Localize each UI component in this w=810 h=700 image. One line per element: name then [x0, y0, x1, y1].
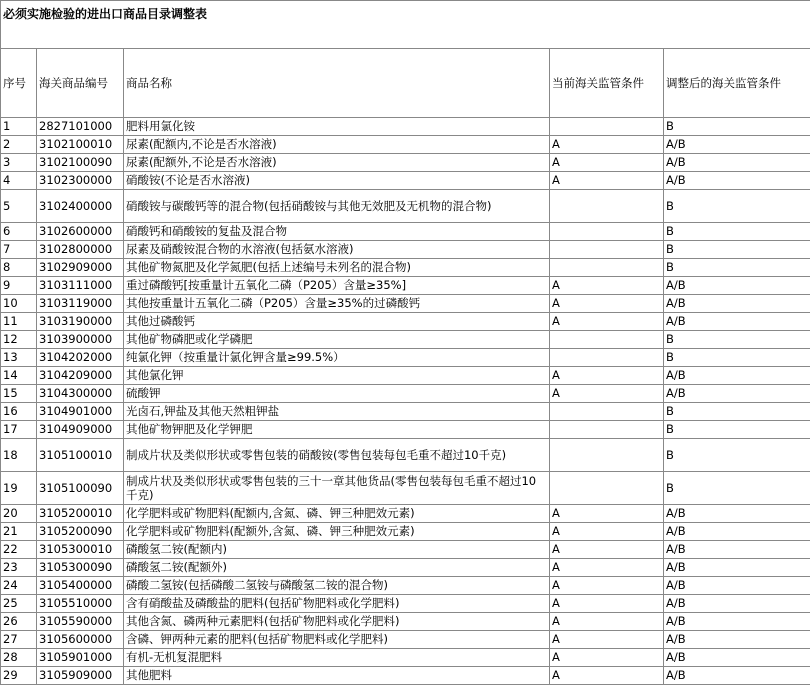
cell-seq: 16 [1, 403, 37, 421]
table-title: 必须实施检验的进出口商品目录调整表 [1, 1, 810, 49]
cell-seq: 14 [1, 367, 37, 385]
cell-seq: 26 [1, 613, 37, 631]
cell-name: 光卤石,钾盐及其他天然粗钾盐 [124, 403, 550, 421]
cell-code: 3105901000 [37, 649, 124, 667]
cell-adjusted: A/B [664, 313, 810, 331]
cell-code: 2827101000 [37, 118, 124, 136]
cell-current: A [550, 505, 664, 523]
cell-name: 硝酸铵(不论是否水溶液) [124, 172, 550, 190]
cell-seq: 8 [1, 259, 37, 277]
cell-adjusted: A/B [664, 649, 810, 667]
cell-adjusted: A/B [664, 154, 810, 172]
cell-current [550, 349, 664, 367]
cell-current [550, 331, 664, 349]
cell-adjusted: A/B [664, 172, 810, 190]
cell-name: 其他按重量计五氧化二磷（P205）含量≥35%的过磷酸钙 [124, 295, 550, 313]
cell-code: 3102100010 [37, 136, 124, 154]
cell-adjusted: A/B [664, 613, 810, 631]
cell-code: 3105400000 [37, 577, 124, 595]
cell-seq: 23 [1, 559, 37, 577]
cell-seq: 9 [1, 277, 37, 295]
cell-code: 3105200010 [37, 505, 124, 523]
table-row [1, 439, 810, 472]
table-row [1, 154, 810, 172]
cell-code: 3105300010 [37, 541, 124, 559]
header-adjusted: 调整后的海关监管条件 [664, 49, 810, 118]
table-row [1, 472, 810, 505]
cell-seq: 7 [1, 241, 37, 259]
cell-seq: 19 [1, 472, 37, 505]
table-row [1, 277, 810, 295]
cell-name: 制成片状及类似形状或零售包装的三十一章其他货品(零售包装每包毛重不超过10千克) [124, 472, 550, 505]
cell-adjusted: B [664, 223, 810, 241]
cell-code: 3103119000 [37, 295, 124, 313]
cell-current: A [550, 172, 664, 190]
cell-name: 制成片状及类似形状或零售包装的硝酸铵(零售包装每包毛重不超过10千克) [124, 439, 550, 472]
cell-current: A [550, 523, 664, 541]
cell-name: 其他氯化钾 [124, 367, 550, 385]
cell-seq: 17 [1, 421, 37, 439]
cell-seq: 24 [1, 577, 37, 595]
cell-adjusted: B [664, 118, 810, 136]
cell-name: 硝酸钙和硝酸铵的复盐及混合物 [124, 223, 550, 241]
cell-seq: 12 [1, 331, 37, 349]
cell-code: 3105909000 [37, 667, 124, 685]
cell-current [550, 223, 664, 241]
cell-code: 3104909000 [37, 421, 124, 439]
cell-code: 3105590000 [37, 613, 124, 631]
cell-seq: 4 [1, 172, 37, 190]
cell-name: 磷酸二氢铵(包括磷酸二氢铵与磷酸氢二铵的混合物) [124, 577, 550, 595]
cell-seq: 5 [1, 190, 37, 223]
cell-name: 含有硝酸盐及磷酸盐的肥料(包括矿物肥料或化学肥料) [124, 595, 550, 613]
cell-adjusted: B [664, 349, 810, 367]
cell-code: 3103190000 [37, 313, 124, 331]
cell-name: 尿素及硝酸铵混合物的水溶液(包括氨水溶液) [124, 241, 550, 259]
cell-adjusted: B [664, 472, 810, 505]
cell-current: A [550, 631, 664, 649]
table-row [1, 136, 810, 154]
table-row [1, 259, 810, 277]
cell-code: 3104202000 [37, 349, 124, 367]
cell-seq: 6 [1, 223, 37, 241]
table-row [1, 367, 810, 385]
cell-seq: 28 [1, 649, 37, 667]
cell-seq: 18 [1, 439, 37, 472]
table-row [1, 118, 810, 136]
cell-adjusted: A/B [664, 523, 810, 541]
cell-current: A [550, 667, 664, 685]
table-row [1, 349, 810, 367]
cell-name: 化学肥料或矿物肥料(配额外,含氮、磷、钾三种肥效元素) [124, 523, 550, 541]
header-code: 海关商品编号 [37, 49, 124, 118]
cell-code: 3102909000 [37, 259, 124, 277]
cell-seq: 3 [1, 154, 37, 172]
table-row [1, 613, 810, 631]
table-row [1, 403, 810, 421]
cell-name: 磷酸氢二铵(配额内) [124, 541, 550, 559]
table-row [1, 649, 810, 667]
cell-seq: 13 [1, 349, 37, 367]
cell-code: 3105600000 [37, 631, 124, 649]
cell-current: A [550, 154, 664, 172]
cell-seq: 15 [1, 385, 37, 403]
cell-code: 3102100090 [37, 154, 124, 172]
table-row [1, 505, 810, 523]
cell-code: 3104901000 [37, 403, 124, 421]
cell-seq: 2 [1, 136, 37, 154]
table-row [1, 295, 810, 313]
cell-adjusted: B [664, 403, 810, 421]
cell-seq: 10 [1, 295, 37, 313]
cell-code: 3104209000 [37, 367, 124, 385]
table-row [1, 595, 810, 613]
cell-adjusted: A/B [664, 541, 810, 559]
cell-adjusted: A/B [664, 277, 810, 295]
table-row [1, 631, 810, 649]
cell-code: 3102400000 [37, 190, 124, 223]
cell-name: 化学肥料或矿物肥料(配额内,含氮、磷、钾三种肥效元素) [124, 505, 550, 523]
cell-seq: 25 [1, 595, 37, 613]
cell-code: 3104300000 [37, 385, 124, 403]
cell-name: 含磷、钾两种元素的肥料(包括矿物肥料或化学肥料) [124, 631, 550, 649]
table-row [1, 577, 810, 595]
cell-current: A [550, 649, 664, 667]
cell-current [550, 472, 664, 505]
cell-current [550, 259, 664, 277]
cell-current: A [550, 367, 664, 385]
cell-name: 其他含氮、磷两种元素肥料(包括矿物肥料或化学肥料) [124, 613, 550, 631]
cell-seq: 21 [1, 523, 37, 541]
table-row [1, 223, 810, 241]
header-row [1, 49, 810, 118]
cell-current [550, 421, 664, 439]
cell-seq: 29 [1, 667, 37, 685]
cell-seq: 20 [1, 505, 37, 523]
cell-name: 尿素(配额外,不论是否水溶液) [124, 154, 550, 172]
table-row [1, 190, 810, 223]
cell-code: 3105510000 [37, 595, 124, 613]
table-row [1, 331, 810, 349]
cell-adjusted: B [664, 421, 810, 439]
cell-adjusted: B [664, 241, 810, 259]
cell-code: 3103111000 [37, 277, 124, 295]
cell-current [550, 241, 664, 259]
cell-adjusted: A/B [664, 631, 810, 649]
table-row [1, 559, 810, 577]
cell-name: 硝酸铵与碳酸钙等的混合物(包括硝酸铵与其他无效肥及无机物的混合物) [124, 190, 550, 223]
cell-adjusted: B [664, 439, 810, 472]
cell-name: 有机-无机复混肥料 [124, 649, 550, 667]
cell-current: A [550, 541, 664, 559]
cell-code: 3105100090 [37, 472, 124, 505]
cell-adjusted: A/B [664, 136, 810, 154]
header-current: 当前海关监管条件 [550, 49, 664, 118]
table-row [1, 541, 810, 559]
cell-name: 硫酸钾 [124, 385, 550, 403]
cell-seq: 27 [1, 631, 37, 649]
cell-current: A [550, 559, 664, 577]
cell-name: 纯氯化钾（按重量计氯化钾含量≥99.5%） [124, 349, 550, 367]
cell-adjusted: A/B [664, 559, 810, 577]
cell-current: A [550, 295, 664, 313]
cell-adjusted: A/B [664, 667, 810, 685]
cell-code: 3102800000 [37, 241, 124, 259]
cell-current [550, 439, 664, 472]
cell-code: 3105100010 [37, 439, 124, 472]
cell-adjusted: A/B [664, 577, 810, 595]
cell-name: 其他矿物氮肥及化学氮肥(包括上述编号未列名的混合物) [124, 259, 550, 277]
cell-code: 3102600000 [37, 223, 124, 241]
cell-name: 肥料用氯化铵 [124, 118, 550, 136]
cell-adjusted: A/B [664, 595, 810, 613]
table-row [1, 313, 810, 331]
cell-adjusted: B [664, 190, 810, 223]
cell-seq: 22 [1, 541, 37, 559]
cell-current: A [550, 313, 664, 331]
cell-name: 其他肥料 [124, 667, 550, 685]
cell-current: A [550, 136, 664, 154]
cell-current: A [550, 595, 664, 613]
cell-adjusted: A/B [664, 295, 810, 313]
header-name: 商品名称 [124, 49, 550, 118]
cell-code: 3105200090 [37, 523, 124, 541]
cell-current: A [550, 613, 664, 631]
cell-name: 其他矿物磷肥或化学磷肥 [124, 331, 550, 349]
cell-current: A [550, 277, 664, 295]
cell-code: 3102300000 [37, 172, 124, 190]
table-row [1, 385, 810, 403]
cell-name: 重过磷酸钙[按重量计五氧化二磷（P205）含量≥35%] [124, 277, 550, 295]
cell-code: 3103900000 [37, 331, 124, 349]
table-row [1, 241, 810, 259]
cell-adjusted: A/B [664, 385, 810, 403]
cell-current [550, 118, 664, 136]
table-row [1, 667, 810, 685]
cell-code: 3105300090 [37, 559, 124, 577]
cell-name: 其他过磷酸钙 [124, 313, 550, 331]
cell-adjusted: B [664, 331, 810, 349]
cell-current: A [550, 577, 664, 595]
cell-adjusted: A/B [664, 505, 810, 523]
cell-current: A [550, 385, 664, 403]
cell-seq: 1 [1, 118, 37, 136]
header-seq: 序号 [1, 49, 37, 118]
cell-name: 磷酸氢二铵(配额外) [124, 559, 550, 577]
table-row [1, 172, 810, 190]
cell-name: 尿素(配额内,不论是否水溶液) [124, 136, 550, 154]
cell-seq: 11 [1, 313, 37, 331]
cell-current [550, 403, 664, 421]
cell-adjusted: B [664, 259, 810, 277]
table-row [1, 421, 810, 439]
cell-current [550, 190, 664, 223]
cell-adjusted: A/B [664, 367, 810, 385]
cell-name: 其他矿物钾肥及化学钾肥 [124, 421, 550, 439]
table-row [1, 523, 810, 541]
